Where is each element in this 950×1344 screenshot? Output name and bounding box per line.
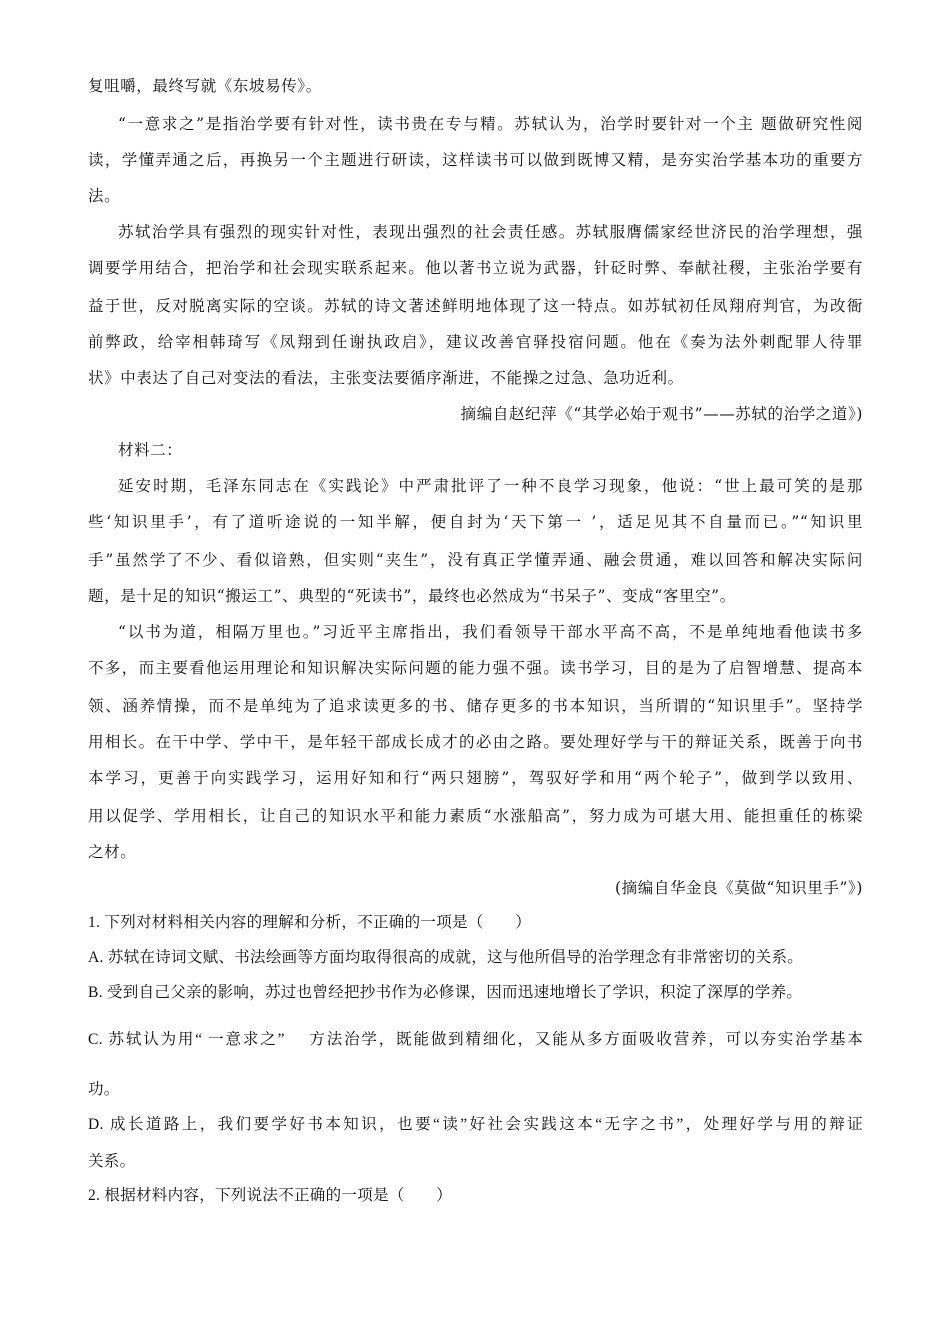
- question-2-stem: 2. 根据材料内容，下列说法不正确的一项是（ ）: [88, 1187, 453, 1204]
- paragraph-line: 些‘知识里手’，有了道听途说的一知半解，便自封为‘天下第一 ’，适足见其不自量而已。”“知识里: [88, 513, 863, 531]
- paragraph-line: 复咀嚼，最终写就《东坡易传》。: [88, 77, 322, 95]
- question-1-option-d: D. 成长道路上，我们要学好书本知识，也要“读”好社会实践这本“无字之书”，处理好学与用的辩证: [88, 1116, 863, 1133]
- paragraph-line: 读，学懂弄通之后，再换另一个主题进行研读，这样读书可以做到既博又精，是夯实治学基本功的重要方: [88, 151, 863, 169]
- question-1-option-c-cont: 功。: [88, 1081, 120, 1098]
- question-1-stem: 1. 下列对材料相关内容的理解和分析，不正确的一项是（ ）: [88, 914, 532, 931]
- paragraph-line: 苏轼治学具有强烈的现实针对性，表现出强烈的社会责任感。苏轼服膺儒家经世济民的治学理想，强: [118, 223, 863, 241]
- question-1-option-a: A. 苏轼在诗词文赋、书法绘画等方面均取得很高的成就，这与他所倡导的治学理念有非常密切的关系。: [88, 949, 804, 966]
- paragraph-line: 题，是十足的知识“搬运工”、典型的“死读书”，最终也必然成为“书呆子”、变成“客里空”。: [88, 587, 736, 605]
- paragraph-line: 用以促学、学用相长，让自己的知识水平和能力素质“水涨船高”，努力成为可堪大用、能担重任的栋梁: [88, 807, 863, 825]
- paragraph-line: 调要学用结合，把治学和社会现实联系起来。他以著书立说为武器，针砭时弊、奉献社稷，主张治学要有: [88, 259, 863, 277]
- question-1-option-b: B. 受到自己父亲的影响，苏过也曾经把抄书作为必修课，因而迅速地增长了学识，积淀了深厚的学养。: [88, 984, 803, 1001]
- paragraph-line: 法。: [88, 187, 121, 205]
- paragraph-line: 领、涵养情操，而不是单纯为了追求读更多的书、储存更多的书本知识，当所谓的“知识里手”。坚持学: [88, 697, 863, 715]
- paragraph-line: “以书为道，相隔万里也。”习近平主席指出，我们看领导干部水平高不高，不是单纯地看他读书多: [118, 623, 863, 641]
- paragraph-line: 本学习，更善于向实践学习，运用好知和行“两只翅膀”，驾驭好学和用“两个轮子”，做到学以致用、: [88, 769, 863, 787]
- paragraph-line: 之材。: [88, 843, 137, 861]
- paragraph-line: 延安时期，毛泽东同志在《实践论》中严肃批评了一种不良学习现象，他说：“世上最可笑的是那: [118, 477, 863, 495]
- paragraph-line: 手”虽然学了不少、看似谙熟，但实则“夹生”，没有真正学懂弄通、融会贯通，难以回答和解决实际问: [88, 551, 864, 569]
- question-1-option-d-cont: 关系。: [88, 1153, 136, 1170]
- paragraph-line: “一意求之”是指治学要有针对性，读书贵在专与精。苏轼认为，治学时要针对一个主 题做研究性阅: [118, 115, 863, 133]
- paragraph-line: 不多，而主要看他运用理论和知识解决实际问题的能力强不强。读书学习，目的是为了启智增慧、提高本: [88, 659, 863, 677]
- section-heading: 材料二：: [118, 441, 183, 459]
- question-1-option-c: C. 苏轼认为用“ 一意求之” 方法治学，既能做到精细化，又能从多方面吸收营养，可以夯实治学基本: [88, 1031, 863, 1048]
- paragraph-line: 益于世，反对脱离实际的空谈。苏轼的诗文著述鲜明地体现了这一特点。如苏轼初任凤翔府判官，为改衙: [88, 297, 863, 315]
- paragraph-line: 用相长。在干中学、学中干，是年轻干部成长成才的必由之路。要处理好学与干的辩证关系，既善于向书: [88, 733, 863, 751]
- source-citation: 摘编自赵纪萍《“其学必始于观书”——苏轼的治学之道》): [460, 405, 863, 423]
- paragraph-line: 前弊政，给宰相韩琦写《凤翔到任谢执政启》，建议改善官驿投宿问题。他在《奏为法外刺配罪人待罪: [88, 333, 863, 351]
- source-citation: (摘编自华金良《莫做“知识里手”》): [615, 879, 863, 897]
- paragraph-line: 状》中表达了自己对变法的看法，主张变法要循序渐进，不能操之过急、急功近利。: [88, 369, 684, 387]
